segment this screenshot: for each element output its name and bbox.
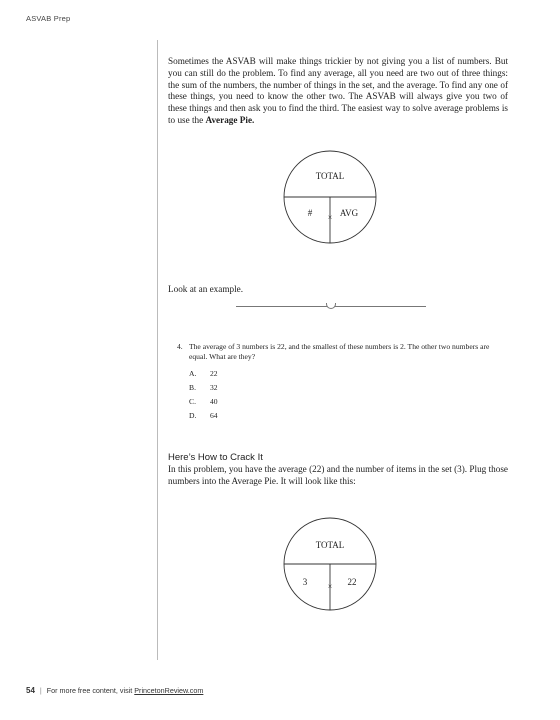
intro-text: Sometimes the ASVAB will make things trickier by not giving you a list of numbers. But you can still do the problem. To find any average, all you need are two out of three things: the sum of the numbers, the number of things in the set, and the average. To find any one of these things, you need to know the other two. The ASVAB will always give you two of these things and then ask you to find the third. The easiest way to solve average problems is to use the	[168, 56, 508, 125]
choice-letter: A.	[189, 369, 197, 378]
question-number: 4.	[177, 342, 183, 351]
choice-value: 40	[210, 397, 218, 406]
page-footer	[26, 686, 203, 695]
footer-text: For more free content, visit	[46, 686, 133, 695]
choice-letter: C.	[189, 397, 196, 406]
choice-letter: D.	[189, 411, 197, 420]
choice-value: 64	[210, 411, 218, 420]
pie-count-value: 3	[302, 577, 308, 587]
pie-times-sign: ×	[327, 213, 333, 222]
pie-average-label: AVG	[339, 208, 359, 218]
filled-average-pie-diagram	[283, 517, 377, 611]
pie-total-label: TOTAL	[315, 171, 345, 181]
pie-times-sign: ×	[327, 582, 333, 591]
running-head: ASVAB Prep	[26, 14, 71, 23]
example-intro: Look at an example.	[168, 284, 244, 294]
page-number: 54	[26, 686, 35, 695]
intro-paragraph	[168, 56, 508, 127]
average-pie-term: Average Pie.	[205, 114, 255, 125]
average-pie-diagram	[283, 150, 377, 244]
question-text: The average of 3 numbers is 22, and the smallest of these numbers is 2. The other two numbers are equal. What are they?	[189, 342, 490, 361]
pie-total-label: TOTAL	[315, 540, 345, 550]
pie-count-label: #	[307, 208, 313, 218]
section-divider-mark	[326, 303, 336, 309]
crack-it-paragraph: In this problem, you have the average (22) and the number of items in the set (3). Plug those numbers into the Average Pie. It will look like this:	[168, 464, 508, 486]
choice-letter: B.	[189, 383, 196, 392]
choice-value: 32	[210, 383, 218, 392]
pie-average-value: 22	[347, 577, 357, 587]
margin-rule	[157, 40, 158, 660]
footer-separator: |	[39, 686, 42, 695]
footer-link[interactable]: PrincetonReview.com	[134, 686, 204, 695]
choice-value: 22	[210, 369, 218, 378]
crack-it-heading: Here’s How to Crack It	[168, 452, 263, 463]
